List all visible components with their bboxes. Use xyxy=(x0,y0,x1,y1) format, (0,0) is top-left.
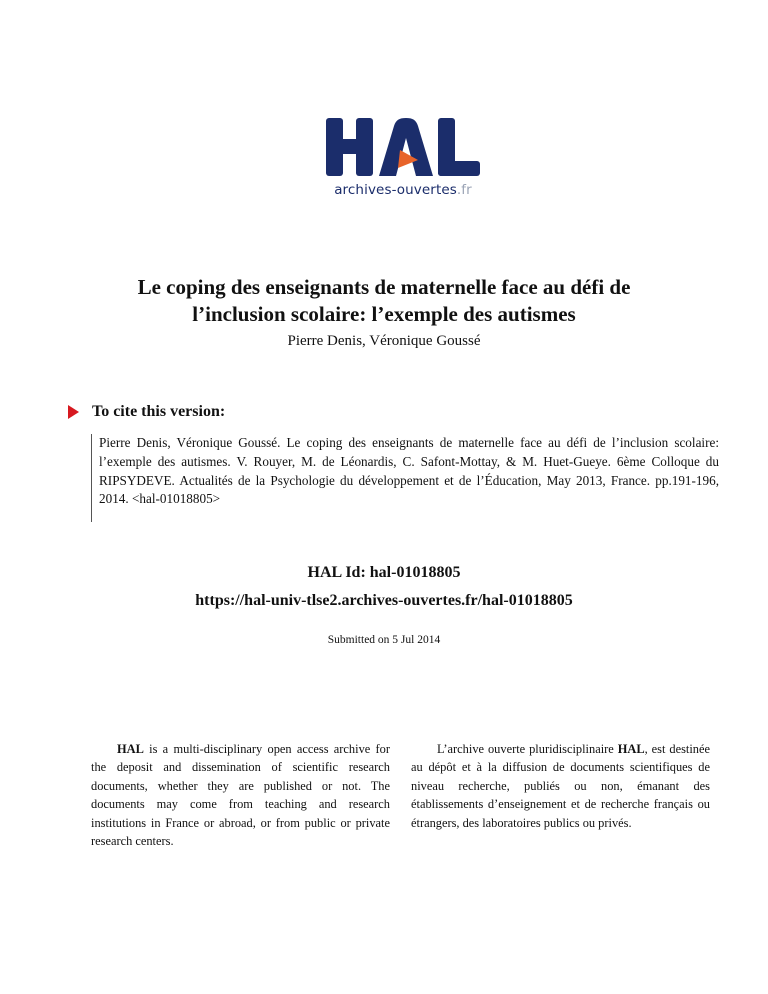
logo-subtitle-main: archives-ouvertes xyxy=(334,182,457,198)
hal-id: HAL Id: hal-01018805 xyxy=(307,564,461,581)
citation-text: Pierre Denis, Véronique Goussé. Le coping des enseignants de maternelle face au défi de l’inclusion scolaire: l’exemple des autismes. V. Rouyer, M. de Léonardis, C. Safont-Mottay, & M. Huet-Gueye. 6ème Colloque du RIPSYDEVE. Actualités de la Psychologie du développement et de l’Éducation, May 2013, France. pp.191-196, 2014. <hal-01018805> xyxy=(99,435,719,507)
cite-heading xyxy=(92,403,225,421)
abstract-english-text: is a multi-disciplinary open access archive for the deposit and dissemination of scientific research documents, whether they are published or not. The documents may come from teaching and research institutions in France or abroad, or from public or private research centers. xyxy=(91,742,390,849)
hal-logo[interactable] xyxy=(322,116,484,202)
paper-title-line2: l’inclusion scolaire: l’exemple des autismes xyxy=(192,302,576,326)
hal-url-link[interactable]: https://hal-univ-tlse2.archives-ouvertes.fr/hal-01018805 xyxy=(195,592,573,609)
hal-logo-mark xyxy=(322,116,484,180)
paper-title-line1: Le coping des enseignants de maternelle face au défi de xyxy=(137,275,631,299)
paper-title xyxy=(60,274,708,328)
abstract-french xyxy=(411,740,710,832)
abstract-french-text-end: , est destinée au dépôt et à la diffusion de documents scientifiques de niveau recherche, publiés ou non, émanant des établissements d’enseignement et de recherche français ou étrangers, des laboratoires publics ou privés. xyxy=(411,742,710,830)
abstract-french-text: L’archive ouverte pluridisciplinaire xyxy=(437,742,618,756)
abstract-english xyxy=(91,740,390,850)
submission-date: Submitted on 5 Jul 2014 xyxy=(327,634,441,646)
hal-logo-subtitle xyxy=(322,182,484,198)
logo-subtitle-tld: .fr xyxy=(456,182,472,198)
hal-bold-en: HAL xyxy=(117,742,144,756)
paper-authors: Pierre Denis, Véronique Goussé xyxy=(287,333,481,349)
cite-heading-text: To cite this version: xyxy=(92,403,226,420)
triangle-bullet-icon xyxy=(68,405,79,419)
cite-divider xyxy=(91,434,92,522)
hal-bold-fr: HAL xyxy=(617,742,645,756)
